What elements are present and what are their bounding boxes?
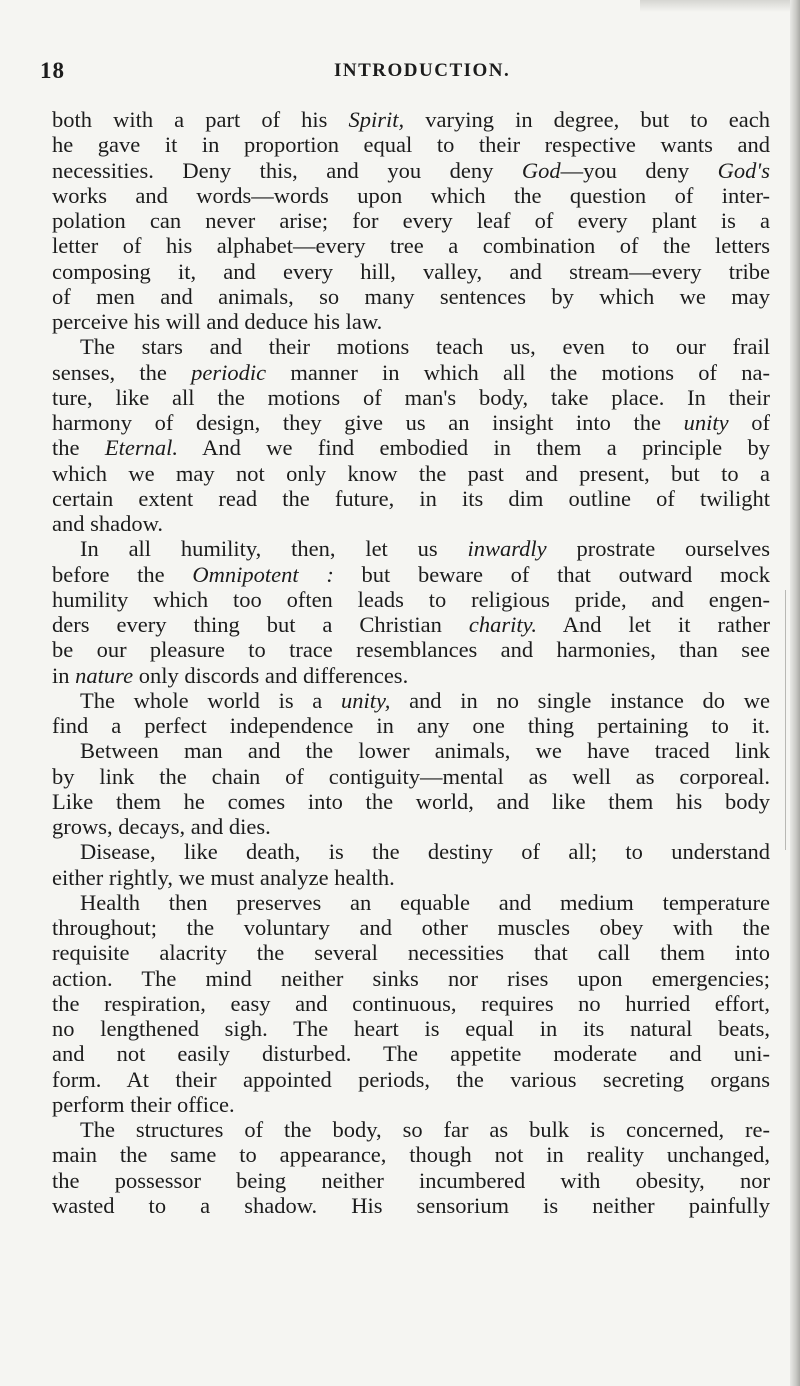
italic-text: Spirit, bbox=[348, 107, 405, 132]
text-run: The whole world is a bbox=[80, 687, 341, 713]
text-run: and shadow. bbox=[52, 511, 164, 536]
text-run: perform their office. bbox=[52, 1091, 235, 1117]
page-binding-edge bbox=[790, 0, 800, 1386]
text-run: prostrate ourselves bbox=[546, 536, 770, 562]
text-line bbox=[52, 789, 770, 814]
text-line bbox=[52, 309, 770, 334]
text-run: Like them he comes into the world, and like them his body bbox=[52, 788, 770, 814]
text-line bbox=[52, 865, 770, 890]
text-line bbox=[52, 1142, 770, 1167]
text-run: either rightly, we must analyze health. bbox=[52, 864, 395, 890]
text-run: but beware of that outward mock bbox=[333, 561, 770, 587]
text-run: and not easily disturbed. The appetite moderate and uni- bbox=[52, 1041, 770, 1067]
text-line bbox=[52, 1193, 770, 1218]
text-run: manner in which all the motions of na- bbox=[266, 359, 770, 385]
text-line bbox=[52, 410, 770, 435]
text-run: —you deny bbox=[560, 157, 718, 183]
text-run: And we find embodied in them a principle by bbox=[177, 435, 770, 461]
italic-text: Omnipotent : bbox=[192, 561, 334, 587]
text-line bbox=[52, 158, 770, 183]
text-line bbox=[52, 1092, 770, 1117]
page-number: 18 bbox=[40, 58, 65, 83]
text-run: Disease, like death, is the destiny of all; to understand bbox=[80, 839, 770, 865]
text-line bbox=[52, 1016, 770, 1041]
text-line bbox=[52, 486, 770, 511]
text-line bbox=[52, 183, 770, 208]
italic-text: God's bbox=[717, 157, 770, 183]
text-line bbox=[52, 966, 770, 991]
text-run: grows, decays, and dies. bbox=[52, 814, 271, 839]
italic-text: unity, bbox=[340, 687, 391, 713]
italic-text: Eternal. bbox=[104, 435, 178, 461]
text-line bbox=[52, 587, 770, 612]
text-run: And let it rather bbox=[537, 612, 770, 637]
text-run: only discords and differences. bbox=[133, 662, 409, 688]
italic-text: periodic bbox=[191, 359, 267, 385]
text-run: the bbox=[52, 435, 105, 461]
text-run: In all humility, then, let us bbox=[80, 536, 468, 562]
text-run: in bbox=[52, 662, 76, 688]
text-run: action. The mind neither sinks nor rises upon emergencies; bbox=[52, 965, 770, 991]
text-run: certain extent read the future, in its dim outline of twilight bbox=[52, 485, 770, 511]
text-run: by link the chain of contiguity—mental as well as corporeal. bbox=[52, 763, 770, 789]
text-run: the respiration, easy and continuous, requires no hurried effort, bbox=[52, 990, 770, 1016]
text-run: of bbox=[728, 410, 770, 435]
running-head-title: INTRODUCTION. bbox=[334, 60, 511, 81]
page-top-shadow bbox=[640, 0, 790, 12]
page-binding-line bbox=[785, 590, 786, 850]
text-line bbox=[52, 814, 770, 839]
text-run: requisite alacrity the several necessities that call them into bbox=[52, 940, 770, 966]
text-line bbox=[52, 637, 770, 662]
text-run: humility which too often leads to religious pride, and engen- bbox=[52, 586, 770, 612]
text-line bbox=[52, 713, 770, 738]
text-line bbox=[52, 208, 770, 233]
text-run: wasted to a shadow. His sensorium is neither painfully bbox=[52, 1192, 770, 1218]
text-line bbox=[52, 688, 770, 713]
text-run: perceive his will and deduce his law. bbox=[52, 309, 383, 334]
text-line bbox=[52, 360, 770, 385]
text-run: and in no single instance do we bbox=[390, 687, 770, 713]
text-line bbox=[52, 1117, 770, 1142]
text-line bbox=[52, 435, 770, 460]
body-text bbox=[52, 107, 770, 1218]
text-line bbox=[52, 233, 770, 258]
text-run: no lengthened sigh. The heart is equal in its natural beats, bbox=[52, 1016, 770, 1041]
text-run: which we may not only know the past and present, but to a bbox=[52, 460, 770, 486]
text-run: necessities. Deny this, and you deny bbox=[52, 157, 522, 183]
italic-text: God bbox=[521, 157, 561, 183]
text-line bbox=[52, 1168, 770, 1193]
text-line bbox=[52, 991, 770, 1016]
text-run: both with a part of his bbox=[52, 107, 349, 132]
text-run: Between man and the lower animals, we have traced link bbox=[80, 738, 770, 764]
text-run: harmony of design, they give us an insight into the bbox=[52, 410, 684, 435]
text-line bbox=[52, 536, 770, 561]
text-line bbox=[52, 334, 770, 359]
text-run: form. At their appointed periods, the various secreting organs bbox=[52, 1066, 770, 1092]
text-line bbox=[52, 107, 770, 132]
text-line bbox=[52, 1041, 770, 1066]
text-line bbox=[52, 612, 770, 637]
text-run: The structures of the body, so far as bulk is concerned, re- bbox=[80, 1117, 770, 1142]
text-run: polation can never arise; for every leaf of every plant is a bbox=[52, 208, 770, 233]
italic-text: nature bbox=[75, 662, 134, 688]
text-run: he gave it in proportion equal to their respective wants and bbox=[52, 132, 770, 158]
running-head bbox=[40, 58, 760, 82]
text-run: composing it, and every hill, valley, and stream—every tribe bbox=[52, 258, 770, 284]
text-line bbox=[52, 385, 770, 410]
italic-text: charity. bbox=[468, 612, 538, 637]
text-line bbox=[52, 738, 770, 763]
text-run: letter of his alphabet—every tree a combination of the letters bbox=[52, 233, 770, 259]
text-run: be our pleasure to trace resemblances and harmonies, than see bbox=[52, 637, 770, 663]
text-line bbox=[52, 511, 770, 536]
text-run: throughout; the voluntary and other muscles obey with the bbox=[52, 915, 770, 940]
text-run: the possessor being neither incumbered with obesity, nor bbox=[52, 1167, 770, 1193]
italic-text: unity bbox=[683, 410, 729, 435]
text-run: varying in degree, but to each bbox=[404, 107, 770, 132]
text-line bbox=[52, 890, 770, 915]
text-run: ders every thing but a Christian bbox=[52, 612, 469, 637]
text-run: senses, the bbox=[52, 359, 192, 385]
text-line bbox=[52, 562, 770, 587]
text-run: works and words—words upon which the question of inter- bbox=[52, 182, 770, 208]
text-line bbox=[52, 663, 770, 688]
text-run: of men and animals, so many sentences by which we may bbox=[52, 283, 770, 309]
text-line bbox=[52, 284, 770, 309]
text-line bbox=[52, 940, 770, 965]
text-run: ture, like all the motions of man's body, take place. In their bbox=[52, 384, 770, 410]
text-run: find a perfect independence in any one thing pertaining to it. bbox=[52, 713, 770, 738]
text-run: The stars and their motions teach us, even to our frail bbox=[80, 334, 770, 360]
italic-text: inwardly bbox=[467, 536, 547, 562]
text-line bbox=[52, 839, 770, 864]
text-run: before the bbox=[52, 561, 193, 587]
text-line bbox=[52, 259, 770, 284]
text-line bbox=[52, 132, 770, 157]
text-line bbox=[52, 461, 770, 486]
text-run: Health then preserves an equable and medium temperature bbox=[80, 889, 770, 915]
text-line bbox=[52, 915, 770, 940]
text-line bbox=[52, 1067, 770, 1092]
text-line bbox=[52, 764, 770, 789]
text-run: main the same to appearance, though not in reality unchanged, bbox=[52, 1142, 770, 1168]
